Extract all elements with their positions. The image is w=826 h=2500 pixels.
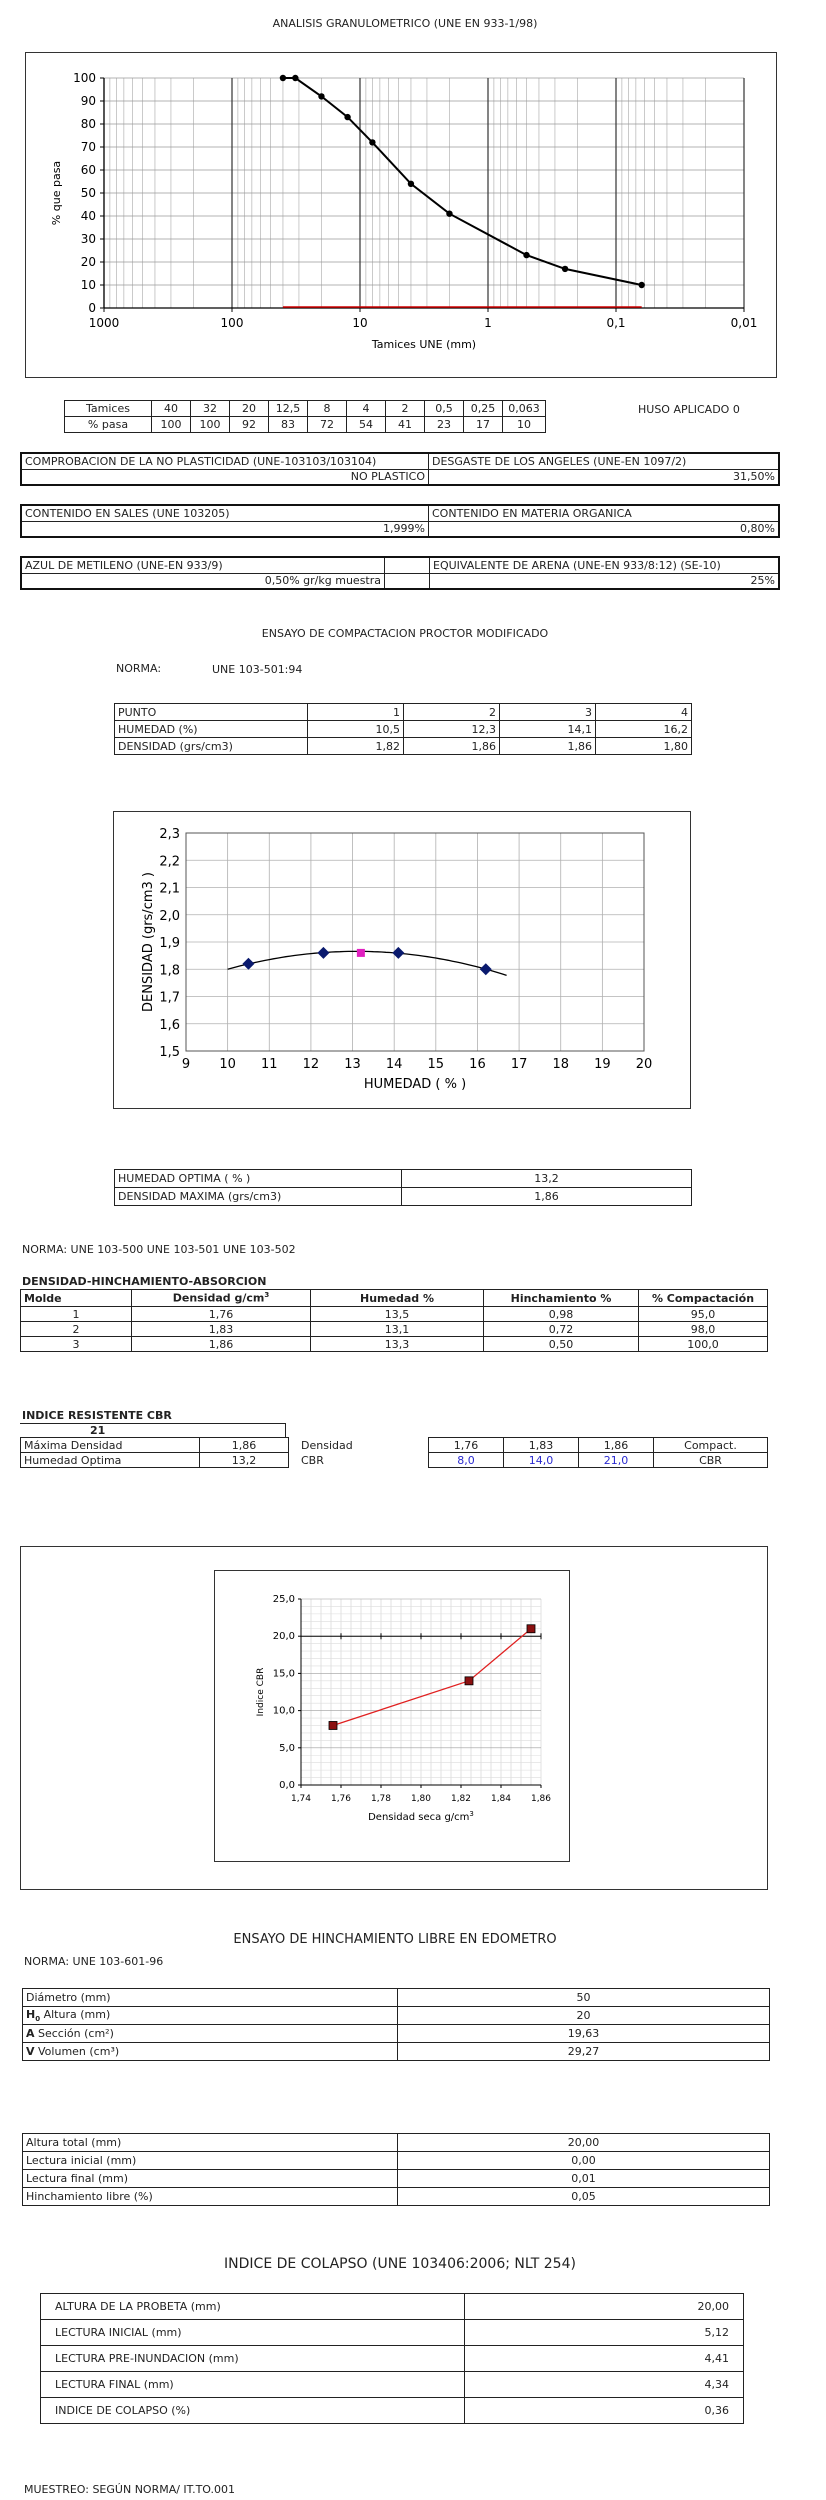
y-tick-label: 30 [80, 232, 96, 246]
granulo-curve [283, 78, 642, 285]
tamiz-cell: 0,25 [464, 401, 503, 417]
tamiz-cell: 4 [347, 401, 386, 417]
x-tick-label: 19 [594, 1057, 611, 1072]
x-tick-label: 1,82 [450, 1794, 472, 1804]
y-axis-label: % que pasa [50, 160, 63, 226]
plasticidad-label: COMPROBACION DE LA NO PLASTICIDAD (UNE-103103/103104) [21, 453, 429, 469]
dens-cell: 1,83 [132, 1322, 311, 1337]
cbr-value-cell: 21,0 [579, 1453, 654, 1468]
y-axis-label: Indice CBR [256, 1667, 266, 1717]
proctor-cell: 16,2 [596, 721, 692, 738]
x-axis-label: Tamices UNE (mm) [371, 338, 477, 351]
cbr-dens-cell: 1,76 [429, 1438, 504, 1453]
proctor-point [242, 958, 254, 970]
hinch-row-label: A Sección (cm²) [23, 2025, 398, 2043]
cbr-chart [215, 1571, 569, 1861]
dens-hinch-title: DENSIDAD-HINCHAMIENTO-ABSORCION [22, 1275, 267, 1288]
y-tick-label: 1,8 [159, 963, 180, 979]
proctor-cell: 10,5 [308, 721, 404, 738]
x-tick-label: 1,84 [490, 1794, 512, 1804]
y-tick-label: 1,9 [159, 936, 180, 951]
pasa-cell: 72 [308, 417, 347, 433]
proctor-cell: 4 [596, 704, 692, 721]
x-tick-label: 10 [352, 316, 368, 330]
y-tick-label: 40 [80, 209, 96, 223]
x-tick-label: 1,76 [330, 1794, 352, 1804]
y-tick-label: 1,6 [159, 1017, 180, 1033]
compact-cbr: CBR [654, 1453, 768, 1468]
x-tick-label: 11 [260, 1057, 278, 1072]
hinch2-label: Lectura final (mm) [23, 2170, 398, 2188]
compact-label: Compact. [654, 1438, 768, 1453]
x-tick-label: 18 [552, 1057, 570, 1072]
proctor-cell: 14,1 [500, 721, 596, 738]
organica-label: CONTENIDO EN MATERIA ORGANICA [429, 505, 780, 521]
dens-cell: 1 [21, 1307, 132, 1322]
granulo-point [344, 114, 350, 120]
metileno-label: AZUL DE METILENO (UNE-EN 933/9) [21, 557, 385, 573]
dens-cell: 13,1 [311, 1322, 484, 1337]
proctor-point [480, 963, 492, 975]
hinch-row-label: V Volumen (cm³) [23, 2043, 398, 2061]
proctor-point [317, 947, 329, 959]
colapso-title: INDICE DE COLAPSO (UNE 103406:2006; NLT 254) [224, 2256, 576, 2272]
x-tick-label: 10 [219, 1057, 236, 1072]
x-tick-label: 15 [427, 1057, 445, 1072]
hinch-row-value: 20 [398, 2007, 770, 2025]
y-tick-label: 80 [80, 117, 96, 131]
tamiz-cell: 40 [152, 401, 191, 417]
colapso-value: 4,41 [465, 2346, 744, 2372]
proctor-h-densidad: DENSIDAD (grs/cm3) [115, 738, 308, 755]
y-tick-label: 100 [73, 71, 96, 85]
y-tick-label: 10 [80, 278, 96, 292]
spacer-cell [385, 557, 430, 573]
dens-cell: 98,0 [639, 1322, 768, 1337]
y-tick-label: 1,7 [159, 990, 180, 1006]
dens-cell: 13,3 [311, 1337, 484, 1352]
x-axis-label-sup: 3 [469, 1810, 474, 1818]
cbr-index-value: 21 [90, 1424, 106, 1437]
x-tick-label: 1,74 [290, 1794, 312, 1804]
tamiz-cell: 8 [308, 401, 347, 417]
y-tick-label: 15,0 [272, 1668, 295, 1680]
proctor-title: ENSAYO DE COMPACTACION PROCTOR MODIFICADO [261, 627, 549, 640]
dens-h-densidad: Densidad $g/cm^3$ [132, 1290, 311, 1307]
x-tick-label: 100 [220, 316, 244, 330]
pasa-cell: 23 [425, 417, 464, 433]
proctor-norma-label: NORMA: [116, 662, 162, 675]
colapso-value: 20,00 [465, 2294, 744, 2320]
dens-cell: 95,0 [639, 1307, 768, 1322]
sales-value: 1,999% [21, 521, 429, 537]
dens-label: Densidad [301, 1438, 353, 1452]
hinch-row-label: $H_0$ Altura (mm) [23, 2007, 398, 2025]
dens-cell: 0,72 [484, 1322, 639, 1337]
x-axis-label: Densidad seca $g/cm^3$ [368, 1810, 474, 1823]
dens-h-compact: % Compactación [639, 1290, 768, 1307]
cbr-value-cell: 8,0 [429, 1453, 504, 1468]
metileno-value: 0,50% gr/kg muestra [21, 573, 385, 589]
proctor-cell: 1,82 [308, 738, 404, 755]
dens-cell: 3 [21, 1337, 132, 1352]
x-tick-label: 13 [344, 1057, 361, 1072]
densidad-maxima-value: 1,86 [402, 1188, 692, 1206]
arena-value: 25% [430, 573, 780, 589]
cbr-index-table [20, 1437, 768, 1468]
granulo-table [64, 400, 546, 433]
granulo-chart-frame [25, 52, 777, 378]
granulo-point [446, 211, 452, 217]
angeles-value: 31,50% [429, 469, 780, 485]
y-tick-label: 10,0 [272, 1705, 295, 1717]
proctor-cell: 1,86 [500, 738, 596, 755]
y-axis-label: DENSIDAD (grs/cm3 ) [141, 872, 156, 1012]
proctor-table [114, 703, 692, 755]
x-tick-label: 9 [181, 1057, 191, 1072]
x-tick-label: 17 [510, 1057, 528, 1072]
pasa-cell: 92 [230, 417, 269, 433]
cbr-dens-cell: 1,83 [504, 1438, 579, 1453]
proctor-results-table [114, 1169, 692, 1206]
x-tick-label: 20 [635, 1057, 653, 1072]
hinch2-label: Altura total (mm) [23, 2134, 398, 2152]
tamices-label: Tamices [65, 401, 152, 417]
plasticidad-value: NO PLASTICO [21, 469, 429, 485]
spacer-cell [385, 573, 430, 589]
cbr-chart-frame [214, 1570, 570, 1862]
x-tick-label: 14 [385, 1057, 403, 1072]
dens-cell: 1,86 [132, 1337, 311, 1352]
humedad-optima-value: 13,2 [402, 1170, 692, 1188]
y-tick-label: 5,0 [279, 1742, 295, 1754]
tamiz-cell: 12,5 [269, 401, 308, 417]
cbr-label: CBR [301, 1453, 324, 1467]
colapso-label: LECTURA FINAL (mm) [41, 2372, 465, 2398]
granulo-point [292, 75, 298, 81]
y-tick-label: 0 [88, 301, 96, 315]
hinch-table-2 [22, 2133, 770, 2206]
proctor-norma-value: UNE 103-501:94 [212, 663, 303, 676]
pasa-cell: 100 [191, 417, 230, 433]
hum-opt-value: 13,2 [200, 1453, 289, 1468]
x-tick-label: 12 [302, 1057, 320, 1072]
proctor-cell: 3 [500, 704, 596, 721]
y-tick-label: 20,0 [272, 1631, 295, 1643]
y-tick-label: 50 [80, 186, 96, 200]
humedad-optima-label: HUMEDAD OPTIMA ( % ) [115, 1170, 402, 1188]
max-dens-label: Máxima Densidad [21, 1438, 200, 1453]
y-tick-label: 25,0 [272, 1594, 295, 1605]
colapso-label: LECTURA PRE-INUNDACION (mm) [41, 2346, 465, 2372]
pasa-cell: 83 [269, 417, 308, 433]
pasa-cell: 10 [503, 417, 546, 433]
tamiz-cell: 0,5 [425, 401, 464, 417]
proctor-cell: 2 [404, 704, 500, 721]
hinch2-value: 0,05 [398, 2188, 770, 2206]
hinch-title: ENSAYO DE HINCHAMIENTO LIBRE EN EDOMETRO [233, 1932, 557, 1947]
proctor-cell: 1 [308, 704, 404, 721]
hinch2-value: 20,00 [398, 2134, 770, 2152]
hinch-row-value: 50 [398, 1989, 770, 2007]
granulo-point [408, 181, 414, 187]
pasa-cell: 54 [347, 417, 386, 433]
y-tick-label: 20 [80, 255, 96, 269]
dens-h-hinch: Hinchamiento % [484, 1290, 639, 1307]
dens-cell: 1,76 [132, 1307, 311, 1322]
hinch-row-value: 19,63 [398, 2025, 770, 2043]
y-tick-label: 60 [80, 163, 96, 177]
x-tick-label: 1,86 [530, 1794, 552, 1804]
tamiz-cell: 32 [191, 401, 230, 417]
colapso-value: 0,36 [465, 2398, 744, 2424]
colapso-table [40, 2293, 744, 2424]
granulo-point [638, 282, 644, 288]
x-axis-label: HUMEDAD ( % ) [363, 1077, 467, 1092]
dens-h-humedad: Humedad % [311, 1290, 484, 1307]
proctor-chart [114, 812, 690, 1108]
cbr-norma: NORMA: UNE 103-500 UNE 103-501 UNE 103-502 [22, 1243, 296, 1256]
densidad-maxima-label: DENSIDAD MAXIMA (grs/cm3) [115, 1188, 402, 1206]
hinch2-value: 0,01 [398, 2170, 770, 2188]
x-tick-label: 1000 [88, 316, 120, 330]
dens-hinch-table [20, 1289, 768, 1352]
colapso-label: LECTURA INICIAL (mm) [41, 2320, 465, 2346]
colapso-label: INDICE DE COLAPSO (%) [41, 2398, 465, 2424]
hum-opt-label: Humedad Optima [21, 1453, 200, 1468]
hinch-table-1 [22, 1988, 770, 2061]
hinch2-value: 0,00 [398, 2152, 770, 2170]
y-tick-label: 0,0 [279, 1780, 295, 1791]
y-tick-label: 2,2 [159, 854, 180, 870]
sales-label: CONTENIDO EN SALES (UNE 103205) [21, 505, 429, 521]
hinch-norma: NORMA: UNE 103-601-96 [24, 1955, 164, 1968]
footer-muestreo: MUESTREO: SEGÚN NORMA/ IT.TO.001 [24, 2483, 236, 2496]
x-tick-label: 1,80 [410, 1794, 432, 1804]
y-tick-label: 2,3 [159, 827, 180, 842]
proctor-chart-frame [113, 811, 691, 1109]
metileno-arena-table [20, 556, 780, 590]
hinch-row-value: 29,27 [398, 2043, 770, 2061]
tamiz-cell: 20 [230, 401, 269, 417]
granulo-point [369, 139, 375, 145]
cbr-point [527, 1625, 535, 1633]
dens-cell: 0,50 [484, 1337, 639, 1352]
optimum-point [357, 949, 365, 957]
x-tick-label: 0,01 [730, 316, 758, 330]
cbr-index-title: INDICE RESISTENTE CBR [22, 1409, 172, 1422]
granulo-chart [26, 53, 776, 377]
pasa-label: % pasa [65, 417, 152, 433]
proctor-h-humedad: HUMEDAD (%) [115, 721, 308, 738]
pasa-cell: 41 [386, 417, 425, 433]
y-tick-label: 70 [80, 140, 96, 154]
x-tick-label: 0,1 [606, 316, 626, 330]
dens-cell: 2 [21, 1322, 132, 1337]
dens-cell: 13,5 [311, 1307, 484, 1322]
cbr-point [465, 1677, 473, 1685]
proctor-cell: 12,3 [404, 721, 500, 738]
arena-label: EQUIVALENTE DE ARENA (UNE-EN 933/8:12) (SE-10) [430, 557, 780, 573]
y-tick-label: 2,1 [159, 881, 180, 897]
tamiz-cell: 0,063 [503, 401, 546, 417]
proctor-h-punto: PUNTO [115, 704, 308, 721]
cbr-value-cell: 14,0 [504, 1453, 579, 1468]
granulo-point [562, 266, 568, 272]
x-tick-label: 16 [469, 1057, 486, 1072]
cbr-point [329, 1721, 337, 1729]
hinch-row-label: Diámetro (mm) [23, 1989, 398, 2007]
x-tick-label: 1,78 [370, 1794, 392, 1804]
plasticidad-angeles-table [20, 452, 780, 486]
x-tick-label: 1 [484, 316, 492, 330]
sales-organica-table [20, 504, 780, 538]
cbr-dens-cell: 1,86 [579, 1438, 654, 1453]
dens-cell: 0,98 [484, 1307, 639, 1322]
y-tick-label: 2,0 [159, 908, 180, 924]
pasa-cell: 100 [152, 417, 191, 433]
huso-aplicado: HUSO APLICADO 0 [638, 403, 740, 416]
pasa-cell: 17 [464, 417, 503, 433]
hinch2-label: Lectura inicial (mm) [23, 2152, 398, 2170]
granulo-point [280, 75, 286, 81]
max-dens-value: 1,86 [200, 1438, 289, 1453]
proctor-cell: 1,86 [404, 738, 500, 755]
granulo-point [523, 252, 529, 258]
colapso-value: 4,34 [465, 2372, 744, 2398]
tamiz-cell: 2 [386, 401, 425, 417]
dens-cell: 100,0 [639, 1337, 768, 1352]
angeles-label: DESGASTE DE LOS ANGELES (UNE-EN 1097/2) [429, 453, 780, 469]
y-tick-label: 1,5 [159, 1045, 180, 1060]
granulo-point [318, 93, 324, 99]
granulo-title: ANALISIS GRANULOMETRICO (UNE EN 933-1/98) [272, 17, 538, 30]
proctor-cell: 1,80 [596, 738, 692, 755]
colapso-value: 5,12 [465, 2320, 744, 2346]
organica-value: 0,80% [429, 521, 780, 537]
dens-h-molde: Molde [21, 1290, 132, 1307]
hinch2-label: Hinchamiento libre (%) [23, 2188, 398, 2206]
cbr-index-box [20, 1423, 286, 1437]
colapso-label: ALTURA DE LA PROBETA (mm) [41, 2294, 465, 2320]
y-tick-label: 90 [80, 94, 96, 108]
